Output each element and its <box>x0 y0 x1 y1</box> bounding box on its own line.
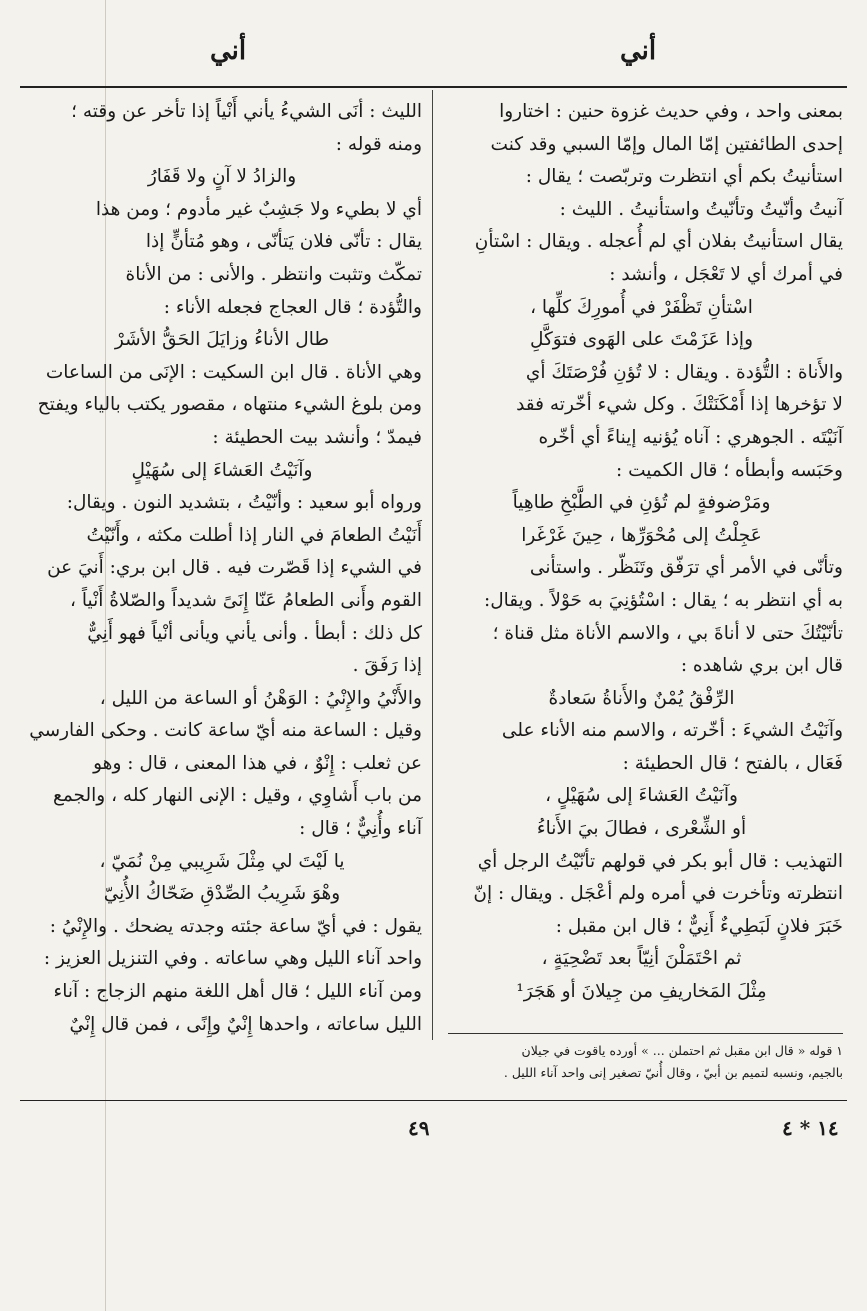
text-line: فيمدّ ؛ وأنشد بيت الحطيئة : <box>212 426 422 448</box>
verse-line: وآنَيْتُ العَشاءَ إلى سُهَيْلٍ <box>131 459 313 481</box>
text-line: يقال : تأنّى فلان يَتأنّى ، وهو مُتأنٍّ إذا <box>145 231 422 253</box>
text-line: إحدى الطائفتين إمّا المال وإمّا السبي وقد كنت <box>490 133 843 155</box>
text-line: ورواه أبو سعيد : وأنّيْتُ ، بتشديد النون . ويقال: <box>66 492 422 514</box>
text-line: يقول : في أيّ ساعة جئته وجدته يضحك . والإِنْيُ : <box>49 915 422 937</box>
left-column <box>22 96 422 1041</box>
printer-signature: ١٤ * ٤ <box>782 1116 839 1140</box>
header-keyword-left: أني <box>210 36 247 66</box>
footer-rule <box>20 1100 847 1101</box>
text-line: إذا رَفَقَ . <box>352 655 422 677</box>
page-number: ٤٩ <box>408 1116 430 1140</box>
text-line: آناء وأُنِيٌّ ؛ قال : <box>299 818 422 840</box>
text-line: ومن آناء الليل ؛ قال أهل اللغة منهم الزجاج : آناء <box>53 981 422 1003</box>
text-line: وقيل : الساعة منه أيّ ساعة كانت . وحكى الفارسي <box>29 720 422 742</box>
text-line: في أمرك أي لا تَعْجَل ، وأنشد : <box>609 263 843 285</box>
verse-line: ثم احْتَمَلْنَ أنِيّاً بعد تَضْحِيَةٍ ، <box>541 948 742 970</box>
text-line: خَبَرَ فلانٍ لَبَطِيءٌ أَنِيٌّ ؛ قال ابن مقبل : <box>555 915 843 937</box>
text-line: ومنه قوله : <box>335 133 422 155</box>
text-line: يقال استأنيتُ بفلان أي لم أُعجله . ويقال : اسْتأنِ <box>474 231 843 253</box>
text-line: لا تؤخرها إذا أَمْكَنَتْكَ . وكل شيء أخّرته فقد <box>516 394 843 416</box>
text-line: استأنيتُ بكم أي انتظرت وتربّصت ؛ يقال : <box>525 166 843 188</box>
text-line: وتأنّى في الأمر أي ترَفّق وتَنَظّر . واستأنى <box>529 557 843 579</box>
verse-line: أو الشِّعْرى ، فطالَ بيَ الأَناءُ <box>536 818 747 840</box>
text-line: التهذيب : قال أبو بكر في قولهم تأنّيْتُ الرجل أي <box>477 850 843 872</box>
text-line: واحد آناء الليل وهي ساعاته . وفي التنزيل العزيز : <box>43 948 422 970</box>
text-line: والأَناة : التُّؤدة . ويقال : لا تُؤنِ فُرْصَتَكَ أي <box>525 361 843 383</box>
text-line: والتُّؤدة ؛ قال العجاج فجعله الأناء : <box>163 296 422 318</box>
text-line: ومن بلوغ الشيء منتهاه ، مقصور يكتب بالياء ويفتح <box>37 394 422 416</box>
text-line: بمعنى واحد ، وفي حديث غزوة حنين : اختاروا <box>499 101 843 122</box>
verse-line: وهْوَ شَرِيبُ الصِّدْقِ ضَحّاكُ الأُنِيّ <box>103 883 341 905</box>
text-line: به أي انتظر به ؛ يقال : اسْتُؤنِيَ به حَوْلاً . ويقال: <box>484 589 843 611</box>
footnote <box>440 1040 843 1084</box>
verse-line: ومَرْضوفةٍ لم تُؤنِ في الطَّبْخِ طاهِياً <box>512 492 771 514</box>
verse-line: يا لَيْتَ لي مِثْلَ شَرِيبي مِنْ نُمَيّ ، <box>99 850 345 872</box>
text-line: الليل ساعاته ، واحدها إِنْيٌ وإِنًى ، فمن قال إِنْيٌ <box>69 1013 422 1035</box>
text-line: من باب أَشاوِي ، وقيل : الإنى النهار كله ، والجمع <box>53 785 422 807</box>
text-line: كل ذلك : أبطأ . وأنى يأني ويأنى أنْياً فهو أَنِيٌّ <box>87 622 422 644</box>
text-line: وآنَيْتُ الشيءَ : أخّرته ، والاسم منه الأناء على <box>501 720 843 742</box>
text-line: عن ثعلب : إِنْوٌ ، في هذا المعنى ، قال : وهو <box>93 752 422 774</box>
text-line: قال ابن بري شاهده : <box>680 655 843 677</box>
text-line: آنيتُ وأنّيتُ وتأنّيتُ واستأنيتُ . الليث : <box>559 198 843 220</box>
text-line: تمكّث وتثبت وانتظر . والأنى : من الأناة <box>125 263 422 285</box>
footnote-line: ١ قوله « قال ابن مقبل ثم احتملن ... » أورده ياقوت في جيلان <box>521 1043 843 1058</box>
text-line: القوم وأَنى الطعامُ عَنّا إِنَىً شديداً والصّلاةُ أَنْياً ، <box>70 589 422 611</box>
text-line: الليث : أنَى الشيءُ يأني أَنْياً إذا تأخر عن وقته ؛ <box>71 101 422 122</box>
verse-line: اسْتأنِ تَظْفَرْ في أُمورِكَ كلِّها ، <box>530 296 753 318</box>
text-line: تأنّيْتُكَ حتى لا أناةَ بي ، والاسم الأناة مثل قناة ؛ <box>492 622 843 644</box>
text-line: أي لا بطيء ولا جَشِبٌ غير مأدوم ؛ ومن هذا <box>95 198 422 220</box>
text-line: أَنَيْتُ الطعامَ في النار إذا أطلت مكثه ، وأَنّيْتُ <box>86 524 422 546</box>
verse-line: وآنَيْتُ العَشاءَ إلى سُهَيْلٍ ، <box>545 785 738 807</box>
text-line: انتظرته وتأخرت في أمره ولم أعْجَل . ويقال : إنّ <box>473 883 843 905</box>
verse-line: مِثْلَ المَخاريفِ من جِيلانَ أو هَجَرَ¹ <box>516 981 767 1003</box>
verse-line: طال الأناءُ وزايَلَ الحَقُّ الأشَرْ <box>114 329 330 351</box>
text-line: آنَيْتَه . الجوهري : آناه يُؤنيه إيناءً أي أخّره <box>538 426 843 448</box>
text-line: فَعَال ، بالفتح ؛ قال الحطيئة : <box>622 752 843 774</box>
text-line: وحَبَسه وأبطأه ؛ قال الكميت : <box>616 459 843 481</box>
text-line: في الشيء إذا قَصّرت فيه . قال ابن بري: أَنيَ عن <box>47 557 422 579</box>
footnote-rule <box>448 1033 843 1034</box>
footnote-line: بالجيم، ونسبه لتميم بن أبيّ ، وقال أُنيّ تصغير إنى واحد آناء الليل . <box>503 1065 843 1080</box>
verse-line: والزادُ لا آنٍ ولا قَفَارُ <box>147 166 297 188</box>
text-line: وهي الأناة . قال ابن السكيت : الإنَى من الساعات <box>45 361 422 383</box>
header-keyword-right: أني <box>620 36 657 66</box>
text-line: والأَنْيُ والإِنْيُ : الوَهْنُ أو الساعة من الليل ، <box>99 687 422 709</box>
verse-line: الرِّفْقُ يُمْنٌ والأَناةُ سَعادةٌ <box>548 687 735 709</box>
column-divider <box>432 90 433 1040</box>
verse-line: وإذا عَزَمْتَ على الهَوى فتوَكَّلِ <box>529 329 754 351</box>
header-rule <box>20 86 847 88</box>
right-column <box>440 96 843 1009</box>
verse-line: عَجِلْتُ إلى مُحْوَرِّها ، حِينَ غَرْغَرا <box>521 524 762 546</box>
